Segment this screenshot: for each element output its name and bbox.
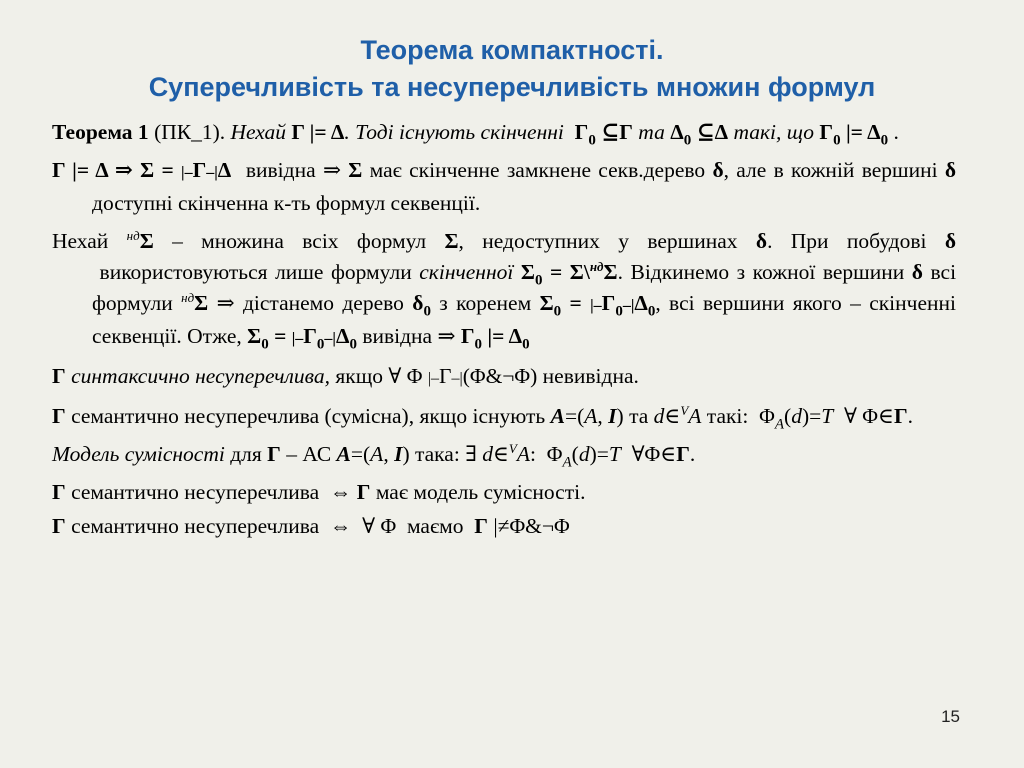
def-text-2: та xyxy=(629,404,649,428)
formula: Γ |= Δ ⇒ Σ = |–Γ–|Δ xyxy=(52,158,232,182)
formula: δ xyxy=(755,229,768,253)
formula: ⇒ Σ xyxy=(322,158,363,182)
def-text-2: для xyxy=(230,442,262,466)
proof-text-5: використовуються лише формули xyxy=(99,260,412,284)
formula: $\Gamma_0$ ⊆Γ xyxy=(574,120,633,149)
theorem-text-1: Нехай xyxy=(230,120,287,144)
formula: d∈$^V$A xyxy=(653,402,702,428)
formula: Γ xyxy=(267,442,281,466)
definition-syntactic xyxy=(52,361,956,394)
def-text-4: така: xyxy=(414,442,460,466)
statement-1 xyxy=(52,477,956,508)
formula: $\Sigma_0$ = Σ\$^{нд}$Σ xyxy=(520,258,618,289)
formula: δ xyxy=(712,158,724,182)
proof-step-1 xyxy=(52,155,956,219)
formula: δ xyxy=(944,158,957,182)
proof-text-4: . При побудові xyxy=(767,229,927,253)
formula: $\Delta_0$ ⊆Δ xyxy=(670,120,729,149)
definition-semantic xyxy=(52,401,956,432)
theorem-text-3: та xyxy=(638,120,665,144)
proof-text-1: вивідна xyxy=(245,158,316,182)
stmt-text-2: має модель сумісності. xyxy=(375,480,586,504)
formula: Γ xyxy=(52,404,66,428)
formula: $\Sigma_0 = |-\Gamma_0-|\Delta_0$ xyxy=(539,291,656,320)
title-line-2: Суперечливість та несуперечливість множин формул xyxy=(148,72,876,102)
proof-text-7: . Відкинемо з кожної вершини xyxy=(617,260,905,284)
proof-text-11: , всі вершини якого – скінченні секвенції. Отже, xyxy=(92,291,957,348)
formula: ⇒ $\Gamma_0$ |= $\Delta_0$ xyxy=(437,324,530,353)
def-text-1: семантично несуперечлива (сумісна), якщо існують xyxy=(71,404,546,428)
stmt-text-1: семантично несуперечлива xyxy=(71,480,320,504)
proof-text-4: доступні скінченна к-ть формул секвенції. xyxy=(92,191,481,215)
def-text-1: синтаксично несуперечлива, xyxy=(71,364,330,388)
proof-step-2: Нехай $^{нд}$Σ – множина всіх формул Σ, недоступних у вершинах δ. При побудові δ використовуються лише формули скінченної $\Sigma_0$ = Σ\$^{нд}$Σ. Відкинемо з кожної вершини δ всі формули $^{нд}$Σ ⇒ дістанемо дерево $\delta_0$ з коренем $\Sigma_0 = |-\Gamma_0-|\Delta_0$, всі вершини якого – скінченні секвенції. Отже, $\Sigma_0 = |-\Gamma_0-|\Delta_0$ вивідна ⇒ $\Gamma_0$ |= $\Delta_0$ xyxy=(52,227,957,353)
formula: ⇔ Γ xyxy=(329,480,371,504)
formula: ∀ Φ |–Γ–|(Φ&¬Φ) xyxy=(388,364,538,388)
theorem-1: Теорема 1 (ПК_1). Нехай Γ |= Δ. Тоді існують скінченні $\Gamma_0$ ⊆Γ та $\Delta_0$ ⊆Δ такі, що $\Gamma_0$ |= $\Delta_0$ . xyxy=(52,120,899,149)
formula: ⇔ ∀ Φ xyxy=(329,514,397,538)
proof-text-12: вивідна xyxy=(362,324,433,348)
formula: ∃ d∈$^V$A: $\Phi_A(d)=T$ ∀Φ∈Γ. xyxy=(465,440,696,471)
formula: Γ xyxy=(52,514,66,538)
formula: Γ xyxy=(52,364,66,388)
slide-body xyxy=(52,117,956,549)
formula: $\Phi_A(d)=T$ ∀ Φ∈Γ. xyxy=(759,404,913,433)
proof-text-6: скінченної xyxy=(419,260,514,284)
def-text-3: невивідна. xyxy=(542,364,639,388)
def-text-1: Модель сумісності xyxy=(52,442,225,466)
formula: δ xyxy=(911,260,923,284)
def-text-3: – АС xyxy=(286,442,332,466)
proof-text-8: всі формули xyxy=(92,260,957,315)
proof-text-2: має скінченне замкнене секв.дерево xyxy=(369,158,706,182)
formula: Σ xyxy=(444,229,459,253)
nd-superscript: нд xyxy=(126,227,140,243)
formula: A=(A, I) xyxy=(550,404,624,428)
theorem-label: Теорема 1 xyxy=(52,120,149,144)
formula: δ xyxy=(944,229,957,253)
proof-text-3: , недоступних у вершинах xyxy=(458,229,738,253)
formula: Γ |= Δ xyxy=(291,120,345,144)
proof-text-9: дістанемо дерево xyxy=(242,291,404,315)
theorem-tag: (ПК_1). xyxy=(154,120,226,144)
proof-text-2: – множина всіх формул xyxy=(172,229,427,253)
formula: $\Gamma_0$ |= $\Delta_0$ xyxy=(819,120,889,149)
title-line-1: Теорема компактності. xyxy=(360,35,664,65)
slide-title xyxy=(0,32,1024,106)
formula: Γ |≠Φ&¬Φ xyxy=(474,514,570,538)
formula: A=(A, I) xyxy=(336,442,410,466)
theorem-text-4: такі, що xyxy=(733,120,814,144)
def-text-3: такі: xyxy=(706,404,749,428)
definition-model xyxy=(52,439,956,470)
proof-text-1: Нехай xyxy=(52,229,109,253)
proof-text-3: , але в кожній вершині xyxy=(723,158,938,182)
stmt-text-2: маємо xyxy=(406,514,464,538)
def-text-2: якщо xyxy=(335,364,384,388)
formula: $\Sigma_0 = |-\Gamma_0-|\Delta_0$ xyxy=(247,324,357,353)
formula: $\delta_0$ xyxy=(412,291,431,320)
stmt-text-1: семантично несуперечлива xyxy=(71,514,320,538)
formula: Γ xyxy=(52,480,66,504)
statement-2 xyxy=(52,511,956,542)
proof-text-10: з коренем xyxy=(439,291,532,315)
theorem-text-2: . Тоді існують скінченні xyxy=(344,120,564,144)
page-number: 15 xyxy=(941,707,960,726)
